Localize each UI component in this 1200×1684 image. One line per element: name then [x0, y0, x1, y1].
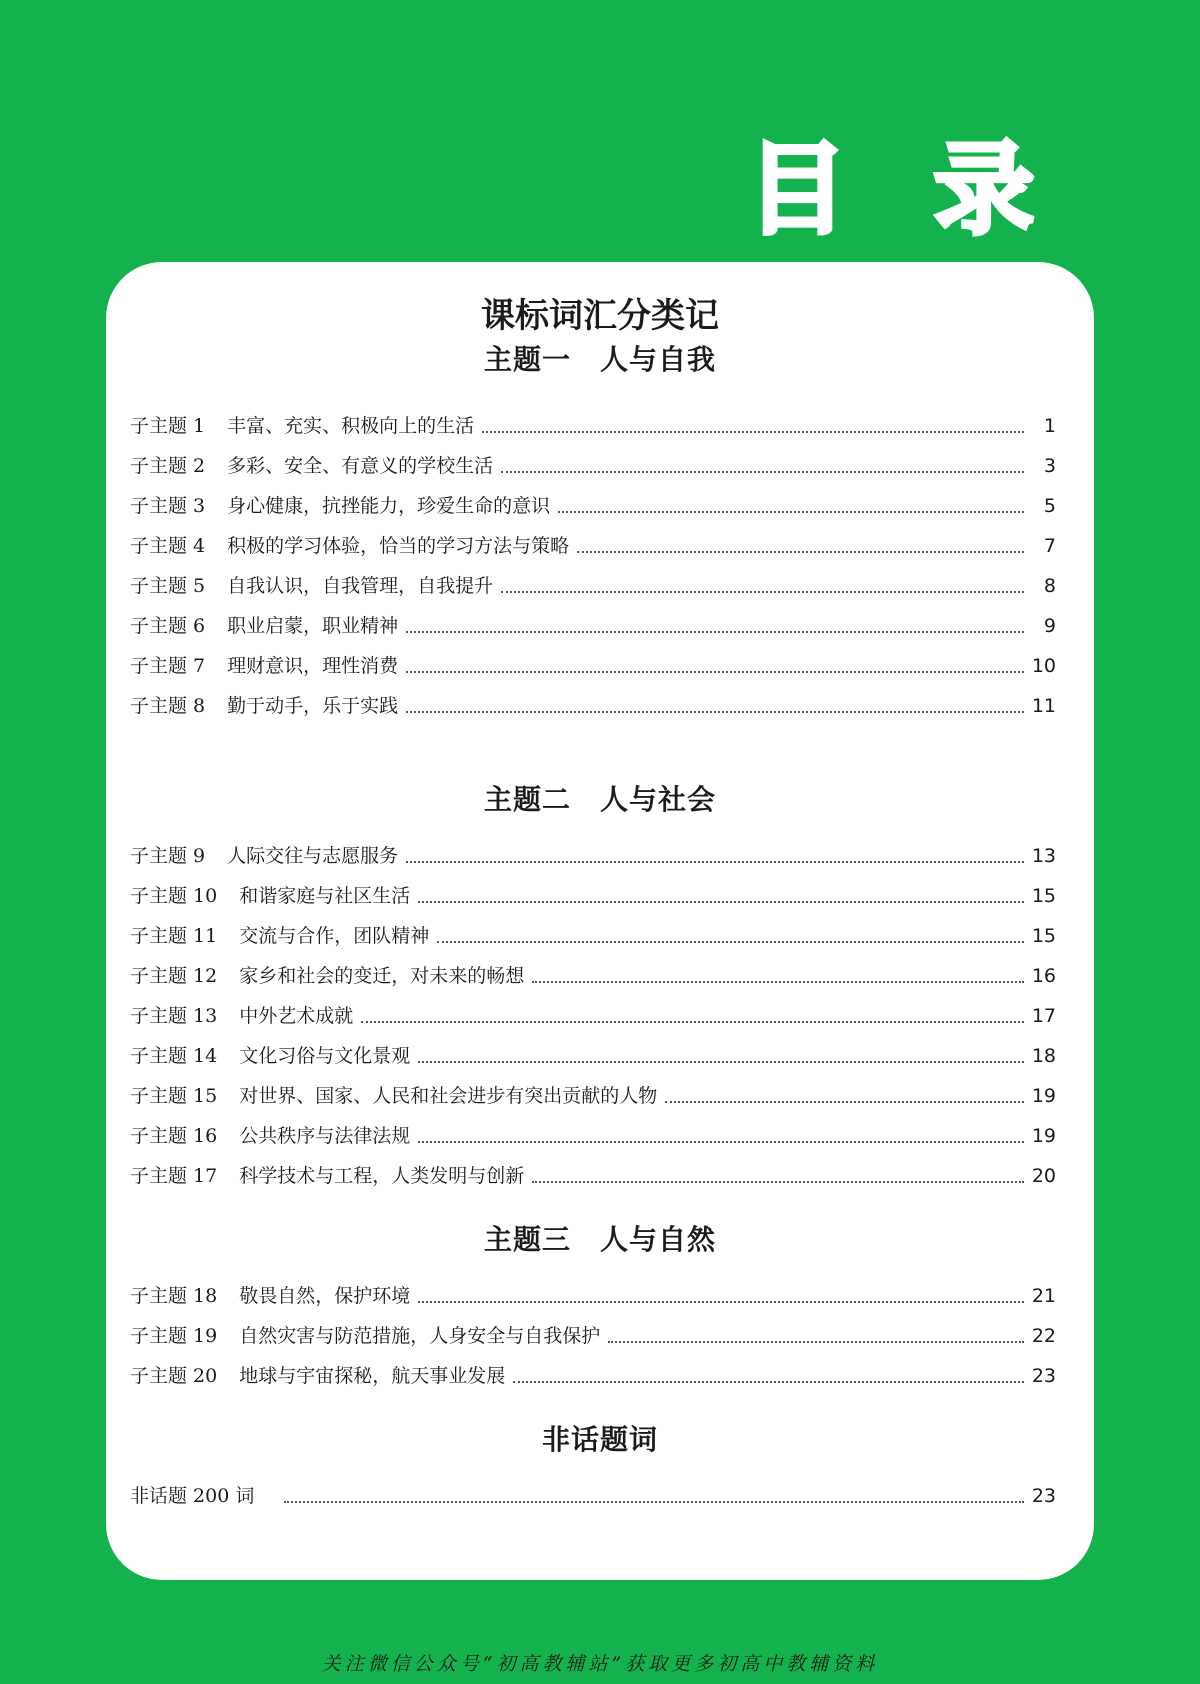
toc-page-number: 10	[1031, 655, 1056, 677]
section-heading-2: 主题二 人与社会	[483, 783, 716, 816]
toc-page-number: 13	[1031, 845, 1056, 867]
toc-row[interactable]	[130, 648, 1056, 678]
toc-number: 子主题 5	[130, 575, 206, 597]
toc-page-number: 21	[1031, 1285, 1056, 1307]
leader-dots	[284, 1501, 1023, 1503]
toc-number: 子主题 19	[130, 1325, 218, 1347]
leader-dots	[361, 1021, 1024, 1023]
toc-label: 职业启蒙，职业精神	[227, 615, 399, 637]
toc-number: 子主题 6	[130, 615, 206, 637]
toc-page-number: 23	[1031, 1485, 1056, 1507]
toc-row[interactable]	[130, 688, 1056, 718]
leader-dots	[406, 671, 1024, 673]
leader-dots	[418, 1301, 1024, 1303]
leader-dots	[532, 1181, 1024, 1183]
toc-number: 子主题 16	[130, 1125, 218, 1147]
toc-row[interactable]	[130, 1158, 1056, 1188]
toc-label: 自然灾害与防范措施，人身安全与自我保护	[239, 1325, 601, 1347]
leader-dots	[665, 1101, 1024, 1103]
toc-page-number: 5	[1043, 495, 1056, 517]
toc-number: 子主题 11	[130, 925, 218, 947]
leader-dots	[608, 1341, 1024, 1343]
toc-page-number: 19	[1031, 1125, 1056, 1147]
toc-label: 自我认识，自我管理，自我提升	[227, 575, 494, 597]
footer-note: 关注微信公众号“初高教辅站”获取更多初高中教辅资料	[321, 1653, 879, 1675]
toc-row[interactable]	[130, 1478, 1056, 1508]
toc-row[interactable]	[130, 608, 1056, 638]
toc-label: 中外艺术成就	[239, 1005, 354, 1027]
toc-row[interactable]	[130, 488, 1056, 518]
toc-page-number: 7	[1043, 535, 1056, 557]
toc-number: 子主题 18	[130, 1285, 218, 1307]
toc-label: 敬畏自然，保护环境	[239, 1285, 411, 1307]
toc-row[interactable]	[130, 448, 1056, 478]
toc-row[interactable]	[130, 878, 1056, 908]
book-title: 课标词汇分类记	[481, 296, 719, 336]
toc-page-number: 19	[1031, 1085, 1056, 1107]
toc-page-number: 20	[1031, 1165, 1056, 1187]
toc-row[interactable]	[130, 998, 1056, 1028]
leader-dots	[418, 1061, 1024, 1063]
leader-dots	[558, 511, 1024, 513]
toc-page-number: 9	[1043, 615, 1056, 637]
toc-number: 子主题 10	[130, 885, 218, 907]
toc-label: 勤于动手，乐于实践	[227, 695, 399, 717]
toc-number: 子主题 20	[130, 1365, 218, 1387]
toc-label: 人际交往与志愿服务	[227, 845, 399, 867]
toc-number: 子主题 7	[130, 655, 206, 677]
toc-card	[106, 262, 1094, 1580]
toc-number: 子主题 14	[130, 1045, 218, 1067]
toc-number: 子主题 2	[130, 455, 206, 477]
toc-number: 子主题 8	[130, 695, 206, 717]
toc-number: 子主题 9	[130, 845, 206, 867]
section-heading-1: 主题一 人与自我	[483, 343, 716, 376]
toc-number: 子主题 15	[130, 1085, 218, 1107]
toc-page-number: 18	[1031, 1045, 1056, 1067]
leader-dots	[418, 1141, 1024, 1143]
toc-page-number: 11	[1031, 695, 1056, 717]
toc-label: 文化习俗与文化景观	[239, 1045, 411, 1067]
toc-page-number: 15	[1031, 925, 1056, 947]
toc-row[interactable]	[130, 568, 1056, 598]
toc-number: 子主题 1	[130, 415, 206, 437]
leader-dots	[513, 1381, 1024, 1383]
toc-label: 理财意识，理性消费	[227, 655, 399, 677]
toc-label: 积极的学习体验，恰当的学习方法与策略	[227, 535, 570, 557]
toc-page-number: 1	[1043, 415, 1056, 437]
toc-row[interactable]	[130, 958, 1056, 988]
toc-page-number: 22	[1031, 1325, 1056, 1347]
leader-dots	[437, 941, 1024, 943]
toc-label: 多彩、安全、有意义的学校生活	[227, 455, 494, 477]
leader-dots	[501, 471, 1024, 473]
toc-label: 交流与合作，团队精神	[239, 925, 430, 947]
section-heading-3: 主题三 人与自然	[483, 1223, 716, 1256]
toc-label: 公共秩序与法律法规	[239, 1125, 411, 1147]
toc-row[interactable]	[130, 838, 1056, 868]
toc-number: 子主题 17	[130, 1165, 218, 1187]
toc-number: 子主题 12	[130, 965, 218, 987]
leader-dots	[406, 711, 1024, 713]
toc-label: 和谐家庭与社区生活	[239, 885, 411, 907]
toc-number: 子主题 4	[130, 535, 206, 557]
leader-dots	[406, 861, 1024, 863]
toc-page-number: 3	[1043, 455, 1056, 477]
toc-label: 科学技术与工程，人类发明与创新	[239, 1165, 525, 1187]
toc-row[interactable]	[130, 1078, 1056, 1108]
toc-page-number: 8	[1043, 575, 1056, 597]
toc-row[interactable]	[130, 1278, 1056, 1308]
toc-label: 身心健康，抗挫能力，珍爱生命的意识	[227, 495, 551, 517]
leader-dots	[418, 901, 1024, 903]
toc-row[interactable]	[130, 1118, 1056, 1148]
leader-dots	[501, 591, 1024, 593]
toc-row[interactable]	[130, 918, 1056, 948]
toc-number: 非话题 200 词	[130, 1485, 255, 1507]
toc-row[interactable]	[130, 1318, 1056, 1348]
toc-label: 地球与宇宙探秘，航天事业发展	[239, 1365, 506, 1387]
toc-page-number: 15	[1031, 885, 1056, 907]
toc-number: 子主题 3	[130, 495, 206, 517]
toc-label: 家乡和社会的变迁，对未来的畅想	[239, 965, 525, 987]
leader-dots	[532, 981, 1024, 983]
toc-number: 子主题 13	[130, 1005, 218, 1027]
toc-page-number: 17	[1031, 1005, 1056, 1027]
page-big-title: 目 录	[747, 131, 1060, 248]
leader-dots	[482, 431, 1024, 433]
toc-page-number: 16	[1031, 965, 1056, 987]
leader-dots	[406, 631, 1024, 633]
leader-dots	[577, 551, 1024, 553]
toc-label: 对世界、国家、人民和社会进步有突出贡献的人物	[239, 1085, 658, 1107]
toc-row[interactable]	[130, 1358, 1056, 1388]
toc-row[interactable]	[130, 1038, 1056, 1068]
section-heading-4: 非话题词	[541, 1423, 658, 1456]
toc-row[interactable]	[130, 528, 1056, 558]
toc-page-number: 23	[1031, 1365, 1056, 1387]
toc-row[interactable]	[130, 408, 1056, 438]
toc-label: 丰富、充实、积极向上的生活	[227, 415, 475, 437]
